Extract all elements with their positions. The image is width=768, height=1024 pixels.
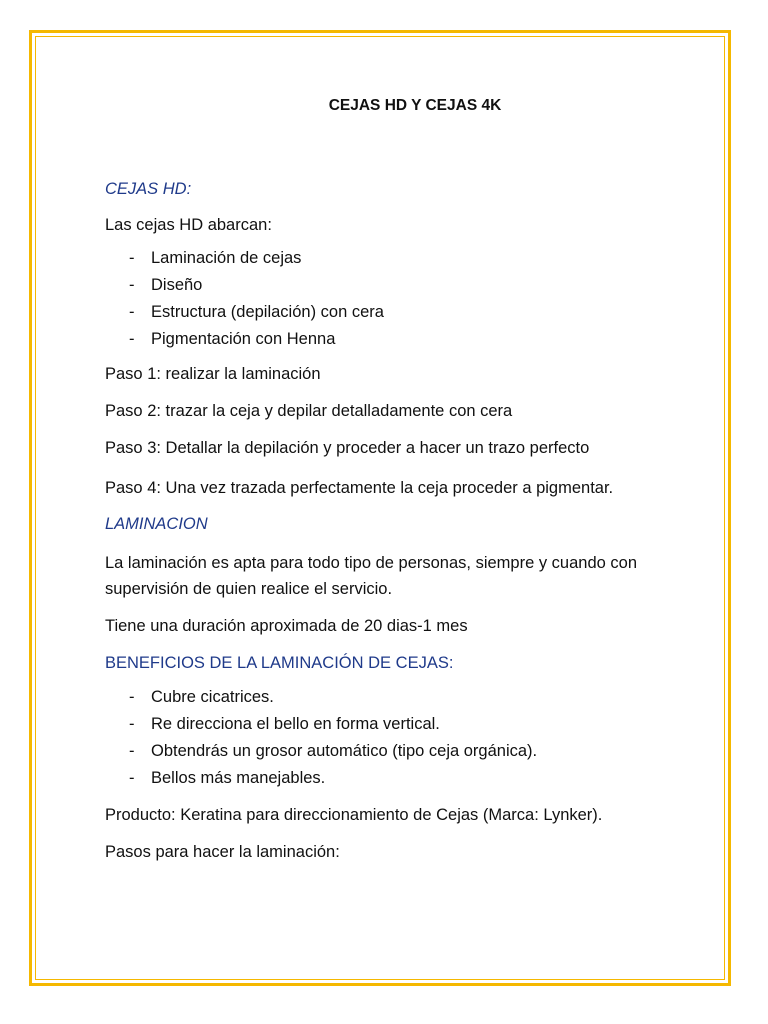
dash-mark: -: [129, 330, 135, 348]
section-lam-text1: La laminación es apta para todo tipo de personas, siempre y cuando con supervisión de quien realice el servicio.: [105, 554, 638, 598]
section-benef-heading: BENEFICIOS DE LA LAMINACIÓN DE CEJAS:: [105, 654, 454, 672]
product-line: Producto: Keratina para direccionamiento de Cejas (Marca: Lynker).: [105, 806, 603, 824]
document-title: CEJAS HD Y CEJAS 4K: [328, 97, 502, 114]
list-item-text: Cubre cicatrices.: [151, 688, 274, 706]
benef-list: [105, 684, 685, 792]
document-content: [105, 95, 685, 863]
dash-mark: -: [129, 688, 135, 706]
dash-mark: -: [129, 769, 135, 787]
list-item-text: Diseño: [151, 276, 203, 294]
dash-mark: -: [129, 715, 135, 733]
dash-mark: -: [129, 742, 135, 760]
list-item: [129, 326, 685, 353]
step-1: Paso 1: realizar la laminación: [105, 365, 321, 383]
step-2: Paso 2: trazar la ceja y depilar detalladamente con cera: [105, 402, 513, 420]
hd-list: [105, 245, 685, 353]
list-item: [129, 272, 685, 299]
list-item-text: Laminación de cejas: [151, 249, 302, 267]
list-item: [129, 765, 685, 792]
section-hd-heading: CEJAS HD:: [105, 180, 192, 198]
steps-intro: Pasos para hacer la laminación:: [105, 843, 340, 861]
dash-mark: -: [129, 249, 135, 267]
section-lam-text2: Tiene una duración aproximada de 20 dias-1 mes: [105, 617, 468, 635]
list-item: [129, 738, 685, 765]
dash-mark: -: [129, 303, 135, 321]
list-item: [129, 299, 685, 326]
step-3: Paso 3: Detallar la depilación y proceder a hacer un trazo perfecto: [105, 439, 590, 457]
list-item-text: Bellos más manejables.: [151, 769, 326, 787]
list-item-text: Pigmentación con Henna: [151, 330, 336, 348]
list-item: [129, 711, 685, 738]
section-hd-intro: Las cejas HD abarcan:: [105, 216, 272, 234]
step-4: Paso 4: Una vez trazada perfectamente la ceja proceder a pigmentar.: [105, 479, 614, 497]
list-item-text: Estructura (depilación) con cera: [151, 303, 384, 321]
list-item-text: Re direcciona el bello en forma vertical.: [151, 715, 440, 733]
list-item: [129, 245, 685, 272]
dash-mark: -: [129, 276, 135, 294]
section-lam-heading: LAMINACION: [105, 515, 208, 533]
list-item-text: Obtendrás un grosor automático (tipo ceja orgánica).: [151, 742, 538, 760]
list-item: [129, 684, 685, 711]
